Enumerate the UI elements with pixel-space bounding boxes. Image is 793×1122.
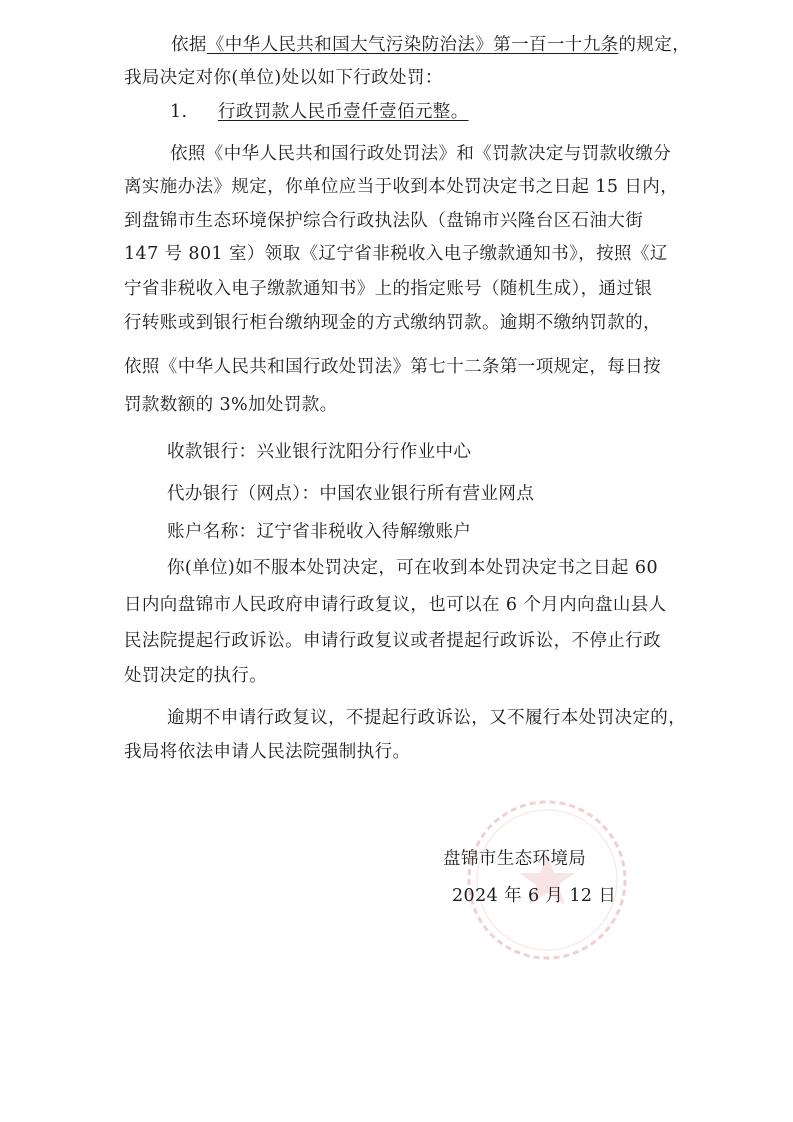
appeal-line: 处罚决定的执行。	[124, 666, 268, 686]
account-name-value: 辽宁省非税收入待解缴账户	[256, 522, 472, 542]
official-seal-icon	[462, 795, 632, 965]
payment-line: 宁省非税收入电子缴款通知书》上的指定账号（随机生成），通过银	[124, 279, 653, 299]
account-name-label: 账户名称：	[167, 522, 257, 542]
penalty-item-number: 1.	[170, 102, 188, 122]
legal-basis-line	[171, 37, 690, 55]
legal-basis-law: 《中华人民共和国大气污染防治法》第一百一十九条	[206, 35, 619, 55]
enforcement-line: 我局将依法申请人民法院强制执行。	[124, 742, 411, 762]
appeal-line: 日内向盘锦市人民政府申请行政复议，也可以在 6 个月内向盘山县人	[124, 595, 667, 615]
issue-date: 2024 年 6 月 12 日	[452, 886, 617, 906]
legal-basis-prefix: 依据	[171, 35, 207, 55]
payment-line: 罚款数额的 3%加处罚款。	[124, 395, 338, 415]
payment-line: 147 号 801 室）领取《辽宁省非税收入电子缴款通知书》，按照《辽	[124, 244, 668, 264]
account-name-row	[167, 524, 471, 542]
receiving-bank-row	[167, 444, 471, 462]
receiving-bank-value: 兴业银行沈阳分行作业中心	[256, 442, 472, 462]
agent-bank-row	[167, 486, 534, 504]
payment-line: 到盘锦市生态环境保护综合行政执法队（盘锦市兴隆台区石油大街	[124, 211, 644, 231]
receiving-bank-label: 收款银行：	[167, 442, 257, 462]
issuing-authority: 盘锦市生态环境局	[443, 849, 587, 869]
agent-bank-value: 中国农业银行所有营业网点	[319, 484, 535, 504]
payment-line: 离实施办法》规定，你单位应当于收到本处罚决定书之日起 15 日内，	[124, 177, 679, 197]
payment-line: 依照《中华人民共和国行政处罚法》第七十二条第一项规定，每日按	[124, 357, 661, 377]
enforcement-line: 逾期不申请行政复议，不提起行政诉讼，又不履行本处罚决定的，	[167, 708, 687, 728]
appeal-line: 你(单位)如不服本处罚决定，可在收到本处罚决定书之日起 60	[167, 558, 658, 578]
decision-line: 我局决定对你(单位)处以如下行政处罚：	[124, 68, 443, 88]
legal-basis-suffix: 的规定，	[618, 35, 691, 55]
payment-line: 行转账或到银行柜台缴纳现金的方式缴纳罚款。逾期不缴纳罚款的，	[124, 313, 661, 333]
penalty-item-text: 行政罚款人民币壹仟壹佰元整。	[218, 102, 469, 122]
agent-bank-label: 代办银行（网点）：	[167, 484, 320, 504]
appeal-line: 民法院提起行政诉讼。申请行政复议或者提起行政诉讼，不停止行政	[124, 631, 661, 651]
payment-line: 依照《中华人民共和国行政处罚法》和《罚款决定与罚款收缴分	[170, 144, 672, 164]
